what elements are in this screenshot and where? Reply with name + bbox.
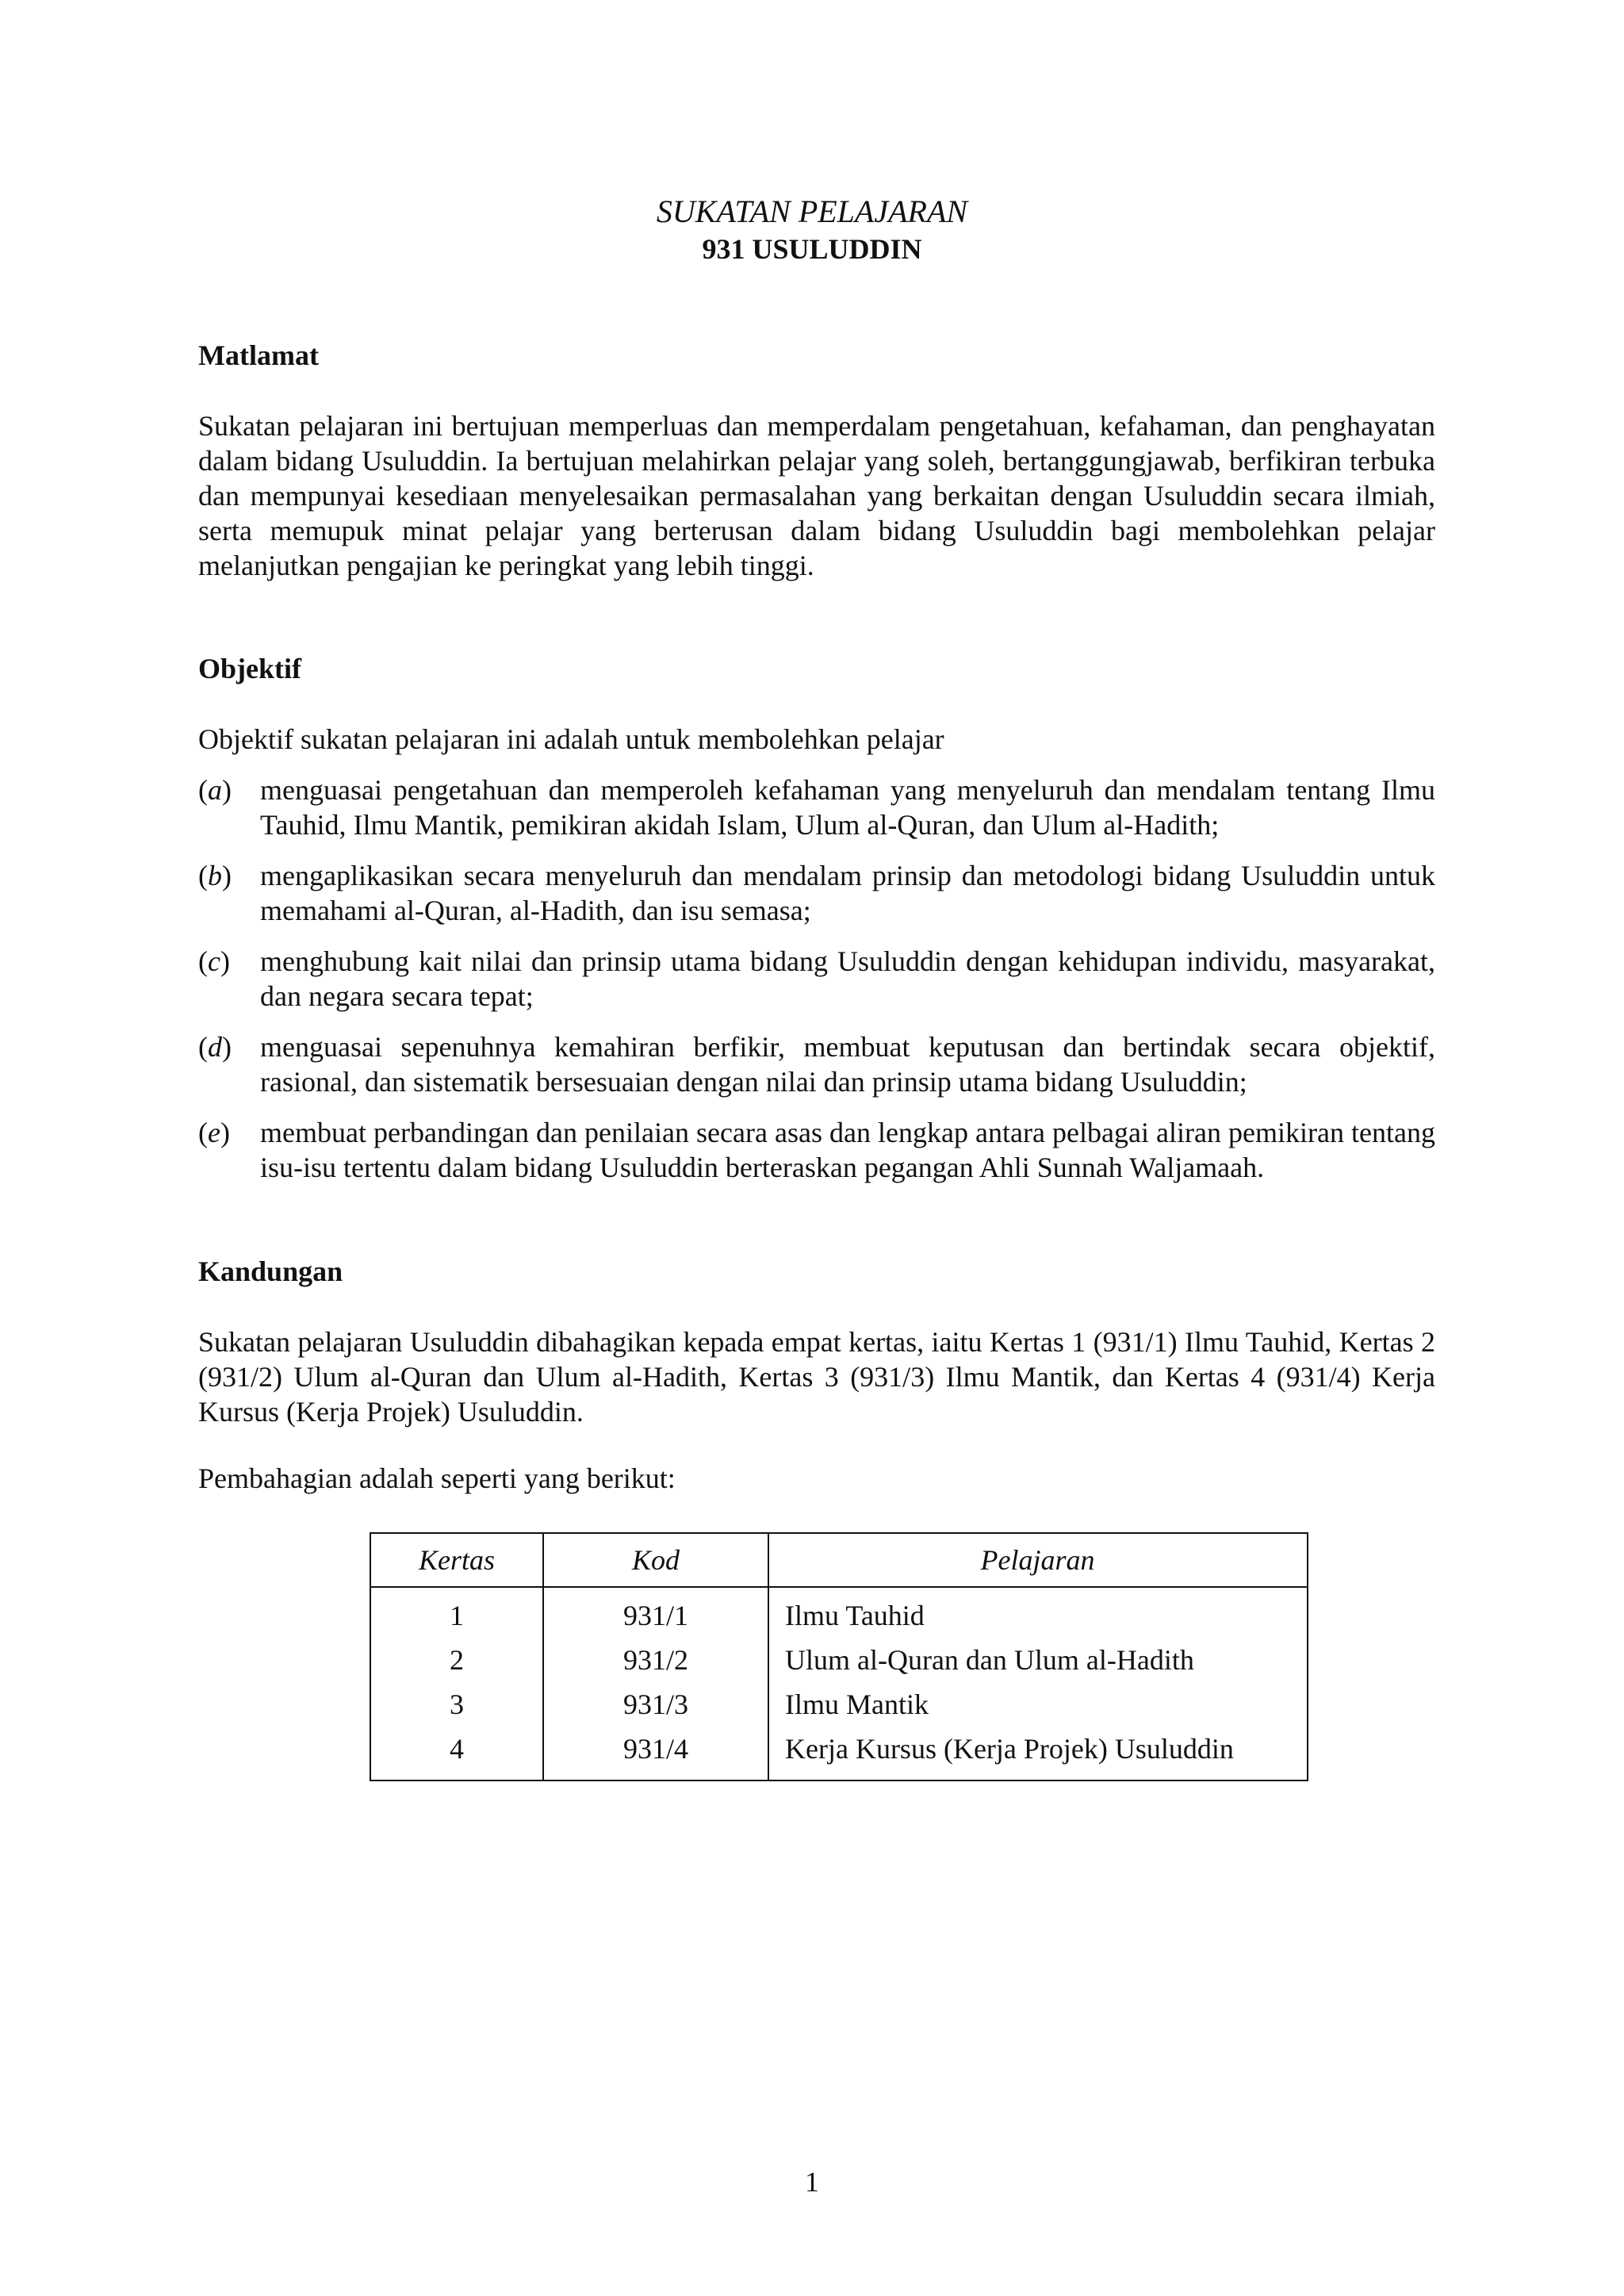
papers-table bbox=[370, 1532, 1308, 1781]
objektif-heading: Objektif bbox=[198, 653, 301, 684]
objective-text: membuat perbandingan dan penilaian secara asas dan lengkap antara pelbagai aliran pemikiran tentang isu-isu tertentu dalam bidang Usuluddin berteraskan pegangan Ahli Sunnah Waljamaah. bbox=[260, 1117, 1435, 1183]
cell-kod: 931/1 bbox=[543, 1587, 768, 1638]
table-row bbox=[370, 1727, 1308, 1780]
table-intro: Pembahagian adalah seperti yang berikut: bbox=[198, 1462, 676, 1494]
cell-kertas: 4 bbox=[370, 1727, 543, 1780]
cell-kertas: 3 bbox=[370, 1682, 543, 1727]
cell-pelajaran: Ulum al-Quran dan Ulum al-Hadith bbox=[768, 1638, 1308, 1682]
document-title: SUKATAN PELAJARAN bbox=[656, 194, 968, 229]
objective-text: menguasai pengetahuan dan memperoleh kefahaman yang menyeluruh dan mendalam tentang Ilmu Tauhid, Ilmu Mantik, pemikiran akidah Islam, Ulum al-Quran, dan Ulum al-Hadith; bbox=[260, 774, 1435, 841]
matlamat-heading: Matlamat bbox=[198, 339, 319, 371]
objective-text: menguasai sepenuhnya kemahiran berfikir, membuat keputusan dan bertindak secara objektif, rasional, dan sistematik bersesuaian dengan nilai dan prinsip utama bidang Usuluddin; bbox=[260, 1031, 1435, 1098]
table-row bbox=[370, 1638, 1308, 1682]
header-kod: Kod bbox=[543, 1533, 768, 1587]
cell-kertas: 2 bbox=[370, 1638, 543, 1682]
objective-label: (e) bbox=[198, 1117, 230, 1148]
cell-kod: 931/3 bbox=[543, 1682, 768, 1727]
objective-label: (c) bbox=[198, 945, 230, 977]
objective-label: (a) bbox=[198, 774, 232, 806]
matlamat-paragraph: Sukatan pelajaran ini bertujuan memperluas dan memperdalam pengetahuan, kefahaman, dan penghayatan dalam bidang Usuluddin. Ia bertujuan melahirkan pelajar yang soleh, bertanggungjawab, berfikiran terbuka dan mempunyai kesediaan menyelesaikan permasalahan yang berkaitan dengan Usuluddin secara ilmiah, serta memupuk minat pelajar yang berterusan dalam bidang Usuluddin bagi membolehkan pelajar melanjutkan pengajian ke peringkat yang lebih tinggi. bbox=[198, 410, 1435, 581]
objektif-intro: Objektif sukatan pelajaran ini adalah untuk membolehkan pelajar bbox=[198, 723, 944, 755]
cell-kertas: 1 bbox=[370, 1587, 543, 1638]
cell-kod: 931/4 bbox=[543, 1727, 768, 1780]
cell-kod: 931/2 bbox=[543, 1638, 768, 1682]
cell-pelajaran: Kerja Kursus (Kerja Projek) Usuluddin bbox=[768, 1727, 1308, 1780]
kandungan-heading: Kandungan bbox=[198, 1255, 343, 1287]
table-header-row bbox=[370, 1533, 1308, 1587]
page-number: 1 bbox=[805, 2166, 819, 2198]
cell-pelajaran: Ilmu Tauhid bbox=[768, 1587, 1308, 1638]
kandungan-paragraph: Sukatan pelajaran Usuluddin dibahagikan kepada empat kertas, iaitu Kertas 1 (931/1) Ilmu Tauhid, Kertas 2 (931/2) Ulum al-Quran dan Ulum al-Hadith, Kertas 3 (931/3) Ilmu Mantik, dan Kertas 4 (931/4) Kerja Kursus (Kerja Projek) Usuluddin. bbox=[198, 1326, 1435, 1428]
cell-pelajaran: Ilmu Mantik bbox=[768, 1682, 1308, 1727]
objective-text: mengaplikasikan secara menyeluruh dan mendalam prinsip dan metodologi bidang Usuluddin untuk memahami al-Quran, al-Hadith, dan isu semasa; bbox=[260, 860, 1435, 926]
objective-text: menghubung kait nilai dan prinsip utama bidang Usuluddin dengan kehidupan individu, masyarakat, dan negara secara tepat; bbox=[260, 945, 1435, 1012]
header-pelajaran: Pelajaran bbox=[768, 1533, 1308, 1587]
objective-label: (b) bbox=[198, 860, 232, 891]
objective-label: (d) bbox=[198, 1031, 232, 1063]
header-kertas: Kertas bbox=[370, 1533, 543, 1587]
table-row bbox=[370, 1682, 1308, 1727]
table-row bbox=[370, 1587, 1308, 1638]
document-subtitle: 931 USULUDDIN bbox=[702, 233, 922, 265]
